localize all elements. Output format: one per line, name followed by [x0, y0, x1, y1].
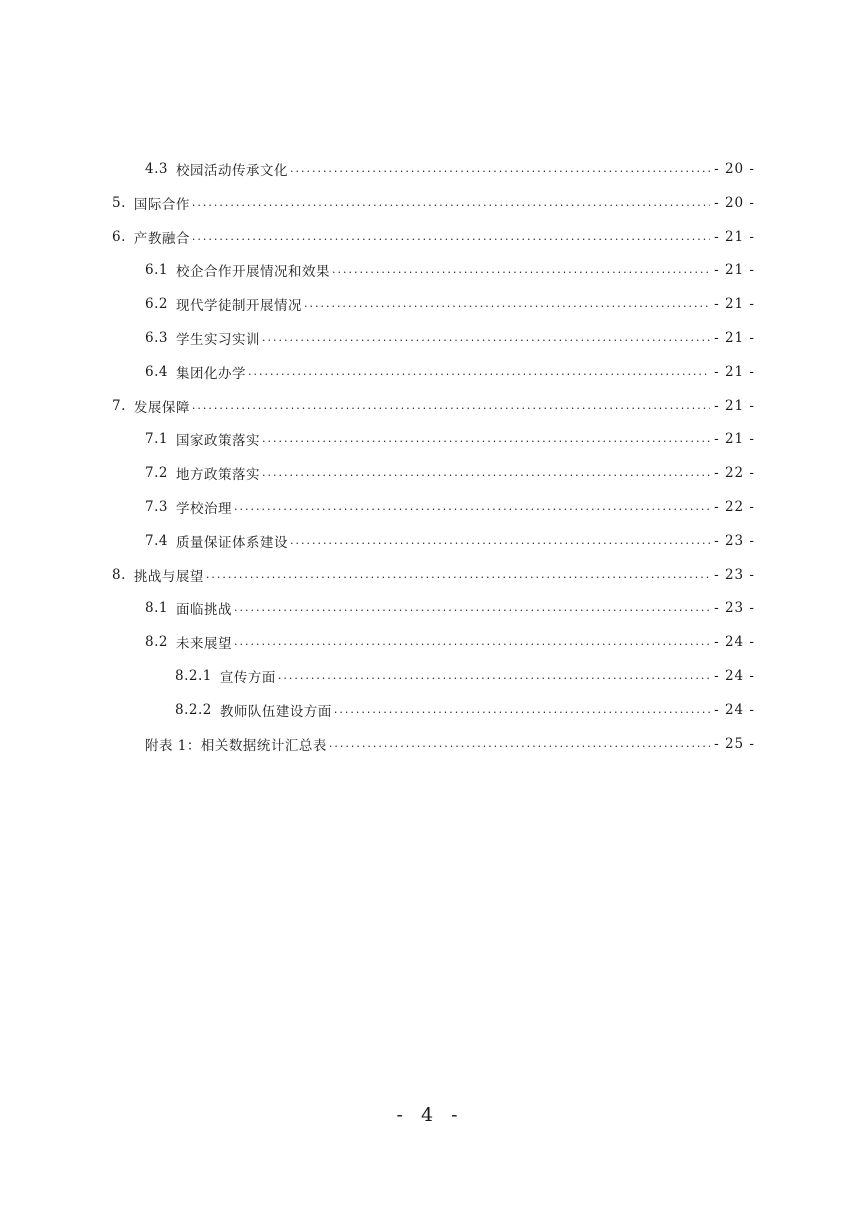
toc-entry-number: 7. — [112, 398, 126, 414]
toc-entry[interactable] — [145, 361, 755, 383]
toc-entry-title: 附表 1：相关数据统计汇总表 — [145, 738, 327, 754]
toc-entry[interactable] — [145, 631, 755, 653]
toc-entry-number: 6.3 — [145, 330, 168, 346]
toc-entry-title: 未来展望 — [175, 636, 232, 652]
toc-entry-page: - 21 - — [714, 330, 755, 346]
toc-entry[interactable] — [112, 564, 755, 586]
toc-entry-number: 8.2.1 — [175, 668, 212, 684]
toc-entry-page: - 20 - — [714, 161, 755, 177]
toc-entry-page: - 21 - — [714, 398, 755, 414]
toc-dot-leader — [262, 462, 710, 484]
toc-entry-page: - 21 - — [714, 431, 755, 447]
toc-entry[interactable] — [145, 293, 755, 315]
toc-entry-page: - 20 - — [714, 195, 755, 211]
toc-entry[interactable] — [145, 259, 755, 281]
toc-entry-title: 质量保证体系建设 — [175, 535, 288, 551]
toc-dot-leader — [334, 699, 710, 721]
toc-entry-number: 8. — [112, 567, 126, 583]
toc-entry-title: 学校治理 — [175, 501, 232, 517]
toc-entry[interactable] — [145, 733, 755, 755]
toc-entry-title: 国家政策落实 — [175, 433, 260, 449]
toc-entry-page: - 22 - — [714, 465, 755, 481]
toc-dot-leader — [262, 428, 710, 450]
toc-entry-page: - 24 - — [714, 702, 755, 718]
toc-dot-leader — [192, 226, 710, 248]
toc-dot-leader — [248, 361, 710, 383]
toc-entry-number: 7.4 — [145, 533, 168, 549]
toc-entry[interactable] — [175, 665, 755, 687]
toc-entry[interactable] — [175, 699, 755, 721]
toc-entry-title: 挑战与展望 — [133, 569, 204, 585]
toc-entry-page: - 21 - — [714, 229, 755, 245]
toc-entry-page: - 25 - — [714, 736, 755, 752]
toc-entry[interactable] — [112, 226, 755, 248]
toc-entry-title: 校企合作开展情况和效果 — [175, 264, 330, 280]
toc-entry-number: 6. — [112, 229, 126, 245]
toc-entry-title: 校园活动传承文化 — [175, 163, 288, 179]
toc-entry-number: 5. — [112, 195, 126, 211]
toc-entry-number: 7.1 — [145, 431, 168, 447]
toc-entry[interactable] — [145, 597, 755, 619]
toc-entry-number: 7.3 — [145, 499, 168, 515]
toc-entry[interactable] — [112, 395, 755, 417]
toc-entry-number: 7.2 — [145, 465, 168, 481]
toc-entry[interactable] — [145, 530, 755, 552]
toc-dot-leader — [262, 327, 710, 349]
toc-entry[interactable] — [145, 327, 755, 349]
toc-entry-page: - 21 - — [714, 364, 755, 380]
toc-entry-page: - 24 - — [714, 668, 755, 684]
toc-dot-leader — [304, 293, 710, 315]
toc-entry-title: 产教融合 — [133, 231, 190, 247]
toc-entry-page: - 23 - — [714, 600, 755, 616]
toc-entry-page: - 21 - — [714, 262, 755, 278]
toc-entry-page: - 24 - — [714, 634, 755, 650]
toc-entry[interactable] — [112, 192, 755, 214]
toc-dot-leader — [206, 564, 710, 586]
toc-entry-number: 8.2 — [145, 634, 168, 650]
toc-entry-number: 8.2.2 — [175, 702, 212, 718]
page-number: - 4 - — [396, 1104, 464, 1126]
toc-dot-leader — [234, 597, 710, 619]
toc-entry[interactable] — [145, 462, 755, 484]
toc-entry-title: 教师队伍建设方面 — [219, 704, 332, 720]
toc-dot-leader — [192, 192, 710, 214]
toc-dot-leader — [234, 631, 710, 653]
toc-dot-leader — [278, 665, 710, 687]
toc-entry-title: 集团化办学 — [175, 366, 246, 382]
toc-entry-number: 4.3 — [145, 161, 168, 177]
toc-entry-number: 6.2 — [145, 296, 168, 312]
toc-entry-title: 发展保障 — [133, 400, 190, 416]
toc-entry[interactable] — [145, 158, 755, 180]
toc-entry-title: 现代学徒制开展情况 — [175, 298, 302, 314]
toc-entry-number: 8.1 — [145, 600, 168, 616]
toc-dot-leader — [192, 395, 710, 417]
toc-entry-page: - 22 - — [714, 499, 755, 515]
toc-entry-title: 地方政策落实 — [175, 467, 260, 483]
toc-entry-page: - 21 - — [714, 296, 755, 312]
toc-entry[interactable] — [145, 496, 755, 518]
toc-dot-leader — [332, 259, 710, 281]
toc-dot-leader — [234, 496, 710, 518]
toc-dot-leader — [329, 733, 710, 755]
toc-entry-number: 6.1 — [145, 262, 168, 278]
toc-entry-page: - 23 - — [714, 567, 755, 583]
toc-dot-leader — [290, 158, 710, 180]
toc-entry-number: 6.4 — [145, 364, 168, 380]
toc-entry-title: 国际合作 — [133, 197, 190, 213]
toc-entry-page: - 23 - — [714, 533, 755, 549]
toc-dot-leader — [290, 530, 710, 552]
toc-entry-title: 宣传方面 — [219, 670, 276, 686]
toc-entry[interactable] — [145, 428, 755, 450]
toc-entry-title: 面临挑战 — [175, 602, 232, 618]
toc-entry-title: 学生实习实训 — [175, 332, 260, 348]
